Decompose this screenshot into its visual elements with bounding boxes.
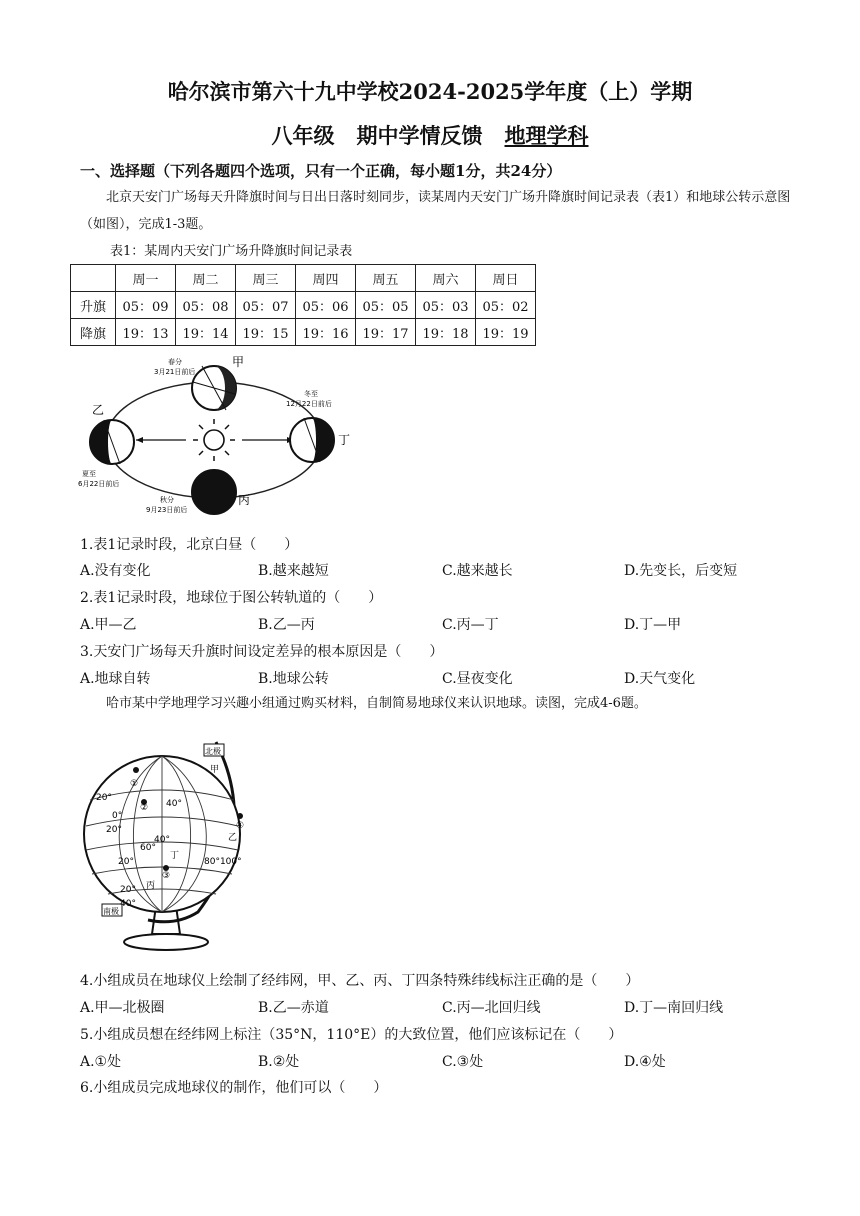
exam-subtitle bbox=[0, 120, 860, 150]
label-north-pole: 北极 bbox=[205, 747, 221, 756]
label-yi: 乙 bbox=[228, 833, 238, 843]
option-c: C.昼夜变化 bbox=[442, 671, 513, 687]
grade-label: 八年级 bbox=[271, 123, 335, 148]
table-cell: 19：15 bbox=[236, 319, 296, 346]
option-d: D.先变长，后变短 bbox=[624, 563, 738, 579]
label-autumn: 秋分 bbox=[160, 496, 174, 504]
table-header-cell: 周六 bbox=[416, 265, 476, 292]
marker-2: ② bbox=[140, 803, 149, 813]
option-d: D.天气变化 bbox=[624, 671, 696, 687]
option-a: A.没有变化 bbox=[80, 563, 151, 579]
question-1: 1.表1记录时段，北京白昼（ ） bbox=[80, 537, 299, 553]
table-cell: 19：14 bbox=[176, 319, 236, 346]
marker-4: ④ bbox=[236, 821, 245, 831]
label-summer: 夏至 bbox=[82, 470, 96, 478]
lat-label: 0° bbox=[112, 811, 123, 821]
table-header-cell: 周三 bbox=[236, 265, 296, 292]
table-row bbox=[71, 319, 536, 346]
lat-label: 40° bbox=[166, 799, 182, 809]
option-d: D.丁—甲 bbox=[624, 617, 682, 633]
lon-label: 80°100° bbox=[204, 857, 242, 867]
earth-yi bbox=[90, 420, 134, 464]
table-cell: 05：05 bbox=[356, 292, 416, 319]
row-label: 降旗 bbox=[71, 319, 116, 346]
table-cell: 05：03 bbox=[416, 292, 476, 319]
intro-paragraph-2: 哈市某中学地理学习兴趣小组通过购买材料，自制简易地球仪来认识地球。读图，完成4-6题。 bbox=[106, 696, 647, 711]
lat-label: 60° bbox=[140, 843, 156, 853]
marker-1: ① bbox=[130, 779, 139, 789]
lat-label: 40° bbox=[120, 899, 136, 909]
flag-time-table bbox=[70, 264, 536, 346]
exam-title: 哈尔滨市第六十九中学校2024-2025学年度（上）学期 bbox=[167, 79, 693, 104]
table-header-cell: 周日 bbox=[476, 265, 536, 292]
table-header-cell: 周五 bbox=[356, 265, 416, 292]
table-cell: 05：09 bbox=[116, 292, 176, 319]
question-6: 6.小组成员完成地球仪的制作，他们可以（ ） bbox=[80, 1080, 388, 1096]
option-b: B.地球公转 bbox=[258, 671, 329, 687]
option-b: B.乙—赤道 bbox=[258, 1000, 329, 1016]
table-header-cell: 周一 bbox=[116, 265, 176, 292]
option-c: C.③处 bbox=[442, 1054, 484, 1070]
option-d: D.丁—南回归线 bbox=[624, 1000, 724, 1016]
label-bing: 丙 bbox=[146, 881, 156, 891]
table-cell: 19：18 bbox=[416, 319, 476, 346]
option-a: A.甲—乙 bbox=[80, 617, 137, 633]
table-cell: 19：19 bbox=[476, 319, 536, 346]
table-caption: 表1：某周内天安门广场升降旗时间记录表 bbox=[110, 244, 353, 259]
question-4: 4.小组成员在地球仪上绘制了经纬网，甲、乙、丙、丁四条特殊纬线标注正确的是（ ） bbox=[80, 973, 640, 989]
label-winter-date: 12月22日前后 bbox=[286, 400, 332, 408]
table-cell: 05：07 bbox=[236, 292, 296, 319]
label-jia: 甲 bbox=[210, 765, 220, 775]
label-spring-date: 3月21日前后 bbox=[154, 368, 196, 376]
lat-label: 40° bbox=[154, 835, 170, 845]
question-2: 2.表1记录时段，地球位于图公转轨道的（ ） bbox=[80, 590, 383, 606]
earth-jia bbox=[192, 366, 236, 410]
marker-3: ③ bbox=[162, 871, 171, 881]
label-south-pole: 南极 bbox=[103, 907, 119, 916]
globe-diagram bbox=[78, 730, 258, 952]
table-header-cell: 周四 bbox=[296, 265, 356, 292]
label-bing: 丙 bbox=[238, 493, 251, 507]
label-jia: 甲 bbox=[232, 355, 245, 369]
option-a: A.甲—北极圈 bbox=[80, 1000, 165, 1016]
table-header-cell: 周二 bbox=[176, 265, 236, 292]
subject-label: 地理学科 bbox=[504, 123, 589, 148]
exam-type-label: 期中学情反馈 bbox=[356, 123, 483, 148]
label-winter: 冬至 bbox=[304, 390, 318, 398]
label-yi: 乙 bbox=[92, 403, 105, 417]
label-ding: 丁 bbox=[338, 433, 351, 447]
option-c: C.丙—北回归线 bbox=[442, 1000, 541, 1016]
option-a: A.①处 bbox=[80, 1054, 122, 1070]
table-cell: 19：17 bbox=[356, 319, 416, 346]
label-autumn-date: 9月23日前后 bbox=[146, 506, 188, 514]
option-c: C.丙—丁 bbox=[442, 617, 499, 633]
label-ding: 丁 bbox=[170, 851, 180, 861]
option-d: D.④处 bbox=[624, 1054, 666, 1070]
option-a: A.地球自转 bbox=[80, 671, 151, 687]
row-label: 升旗 bbox=[71, 292, 116, 319]
label-spring: 春分 bbox=[168, 358, 182, 366]
lat-label: 20° bbox=[120, 885, 136, 895]
table-cell: 05：08 bbox=[176, 292, 236, 319]
table-cell: 19：13 bbox=[116, 319, 176, 346]
earth-orbit-diagram bbox=[76, 352, 376, 524]
option-b: B.越来越短 bbox=[258, 563, 329, 579]
question-3: 3.天安门广场每天升旗时间设定差异的根本原因是（ ） bbox=[80, 644, 444, 660]
intro-paragraph: 北京天安门广场每天升降旗时间与日出日落时刻同步，读某周内天安门广场升降旗时间记录表（表1）和地球公转示意图（如图），完成1-3题。 bbox=[80, 190, 791, 232]
table-header-row bbox=[71, 265, 536, 292]
lat-label: 20° bbox=[96, 793, 112, 803]
lat-label: 20° bbox=[118, 857, 134, 867]
option-c: C.越来越长 bbox=[442, 563, 513, 579]
lat-label: 20° bbox=[106, 825, 122, 835]
earth-bing bbox=[192, 470, 236, 514]
table-cell bbox=[71, 265, 116, 292]
section-heading: 一、选择题（下列各题四个选项，只有一个正确，每小题1分，共24分） bbox=[80, 162, 562, 180]
earth-ding bbox=[290, 418, 334, 462]
table-cell: 19：16 bbox=[296, 319, 356, 346]
question-5: 5.小组成员想在经纬网上标注（35°N，110°E）的大致位置，他们应该标记在（ ） bbox=[80, 1027, 623, 1043]
option-b: B.②处 bbox=[258, 1054, 300, 1070]
table-row bbox=[71, 292, 536, 319]
label-summer-date: 6月22日前后 bbox=[78, 480, 120, 488]
table-cell: 05：02 bbox=[476, 292, 536, 319]
option-b: B.乙—丙 bbox=[258, 617, 315, 633]
table-cell: 05：06 bbox=[296, 292, 356, 319]
sun-icon bbox=[193, 419, 235, 461]
